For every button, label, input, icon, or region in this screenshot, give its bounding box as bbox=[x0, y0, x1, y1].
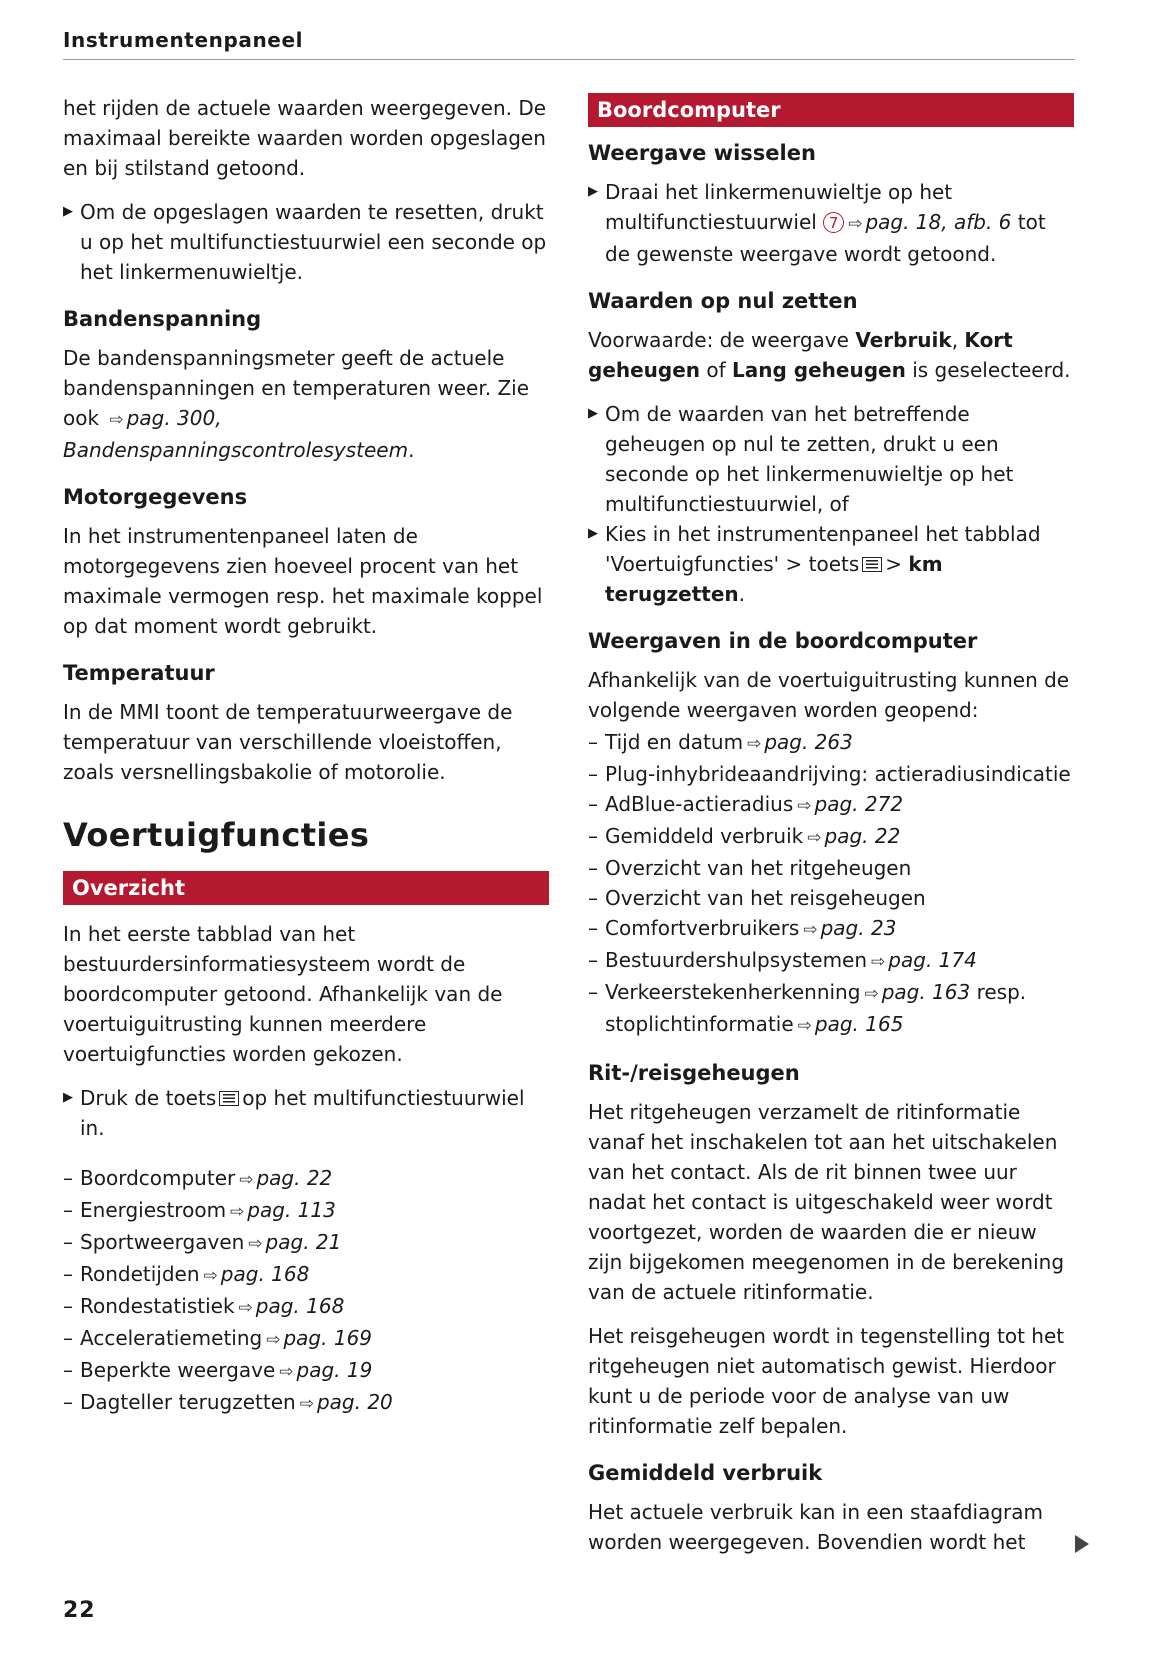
page-reference-link[interactable]: pag. 18, afb. 6 bbox=[865, 210, 1012, 234]
weergave-step: ▶ Draai het linkermenuwieltje op het multifunctiestuurwiel 7 ⇨ pag. 18, afb. 6 tot de gewenste weergave wordt getoond. bbox=[588, 177, 1074, 269]
menu-list-icon bbox=[862, 557, 882, 572]
dash-bullet: – bbox=[588, 980, 598, 1004]
arrow-right-icon: ⇨ bbox=[266, 1330, 281, 1350]
list-item-label: Acceleratiemeting bbox=[80, 1326, 263, 1350]
arrow-right-icon: ⇨ bbox=[848, 214, 863, 234]
arrow-right-icon: ⇨ bbox=[203, 1266, 218, 1286]
dash-bullet: – bbox=[63, 1166, 73, 1190]
running-header: Instrumentenpaneel bbox=[63, 28, 1075, 60]
dash-bullet: – bbox=[588, 762, 598, 786]
voorwaarde-paragraph: Voorwaarde: de weergave Verbruik, Kort geheugen of Lang geheugen is geselecteerd. bbox=[588, 328, 1071, 382]
overzicht-paragraph: In het eerste tabblad van het bestuurdersinformatiesysteem wordt de boordcomputer getoond. Afhankelijk van de voertuiguitrusting kunnen meerdere voertuigfuncties worden gekozen. bbox=[63, 922, 503, 1066]
dash-bullet: – bbox=[588, 824, 598, 848]
page-reference-link[interactable]: pag. 22 bbox=[824, 824, 901, 848]
triangle-right-icon bbox=[1075, 1535, 1089, 1553]
list-item bbox=[588, 883, 1074, 913]
temperatuur-paragraph: In de MMI toont de temperatuurweergave de temperatuur van verschillende vloeistoffen, zoals versnellingsbakolie of motorolie. bbox=[63, 700, 513, 784]
arrow-right-icon: ⇨ bbox=[864, 984, 879, 1004]
heading-weergave-wisselen: Weergave wisselen bbox=[588, 141, 816, 165]
list-item bbox=[63, 1227, 549, 1259]
arrow-right-icon: ⇨ bbox=[871, 952, 886, 972]
list-item bbox=[63, 1163, 549, 1195]
intro-paragraph: het rijden de actuele waarden weergegeven. De maximaal bereikte waarden worden opgeslagen en bij stilstand getoond. bbox=[63, 96, 547, 180]
page-reference-link[interactable]: pag. 272 bbox=[814, 792, 904, 816]
list-item-label: Sportweergaven bbox=[80, 1230, 245, 1254]
list-item-label: Tijd en datum bbox=[605, 730, 744, 754]
heading-motorgegevens: Motorgegevens bbox=[63, 485, 248, 509]
page-reference-link[interactable]: pag. 263 bbox=[764, 730, 853, 754]
list-item-label: Dagteller terugzetten bbox=[80, 1390, 296, 1414]
arrow-right-icon: ⇨ bbox=[248, 1234, 263, 1254]
dash-bullet: – bbox=[588, 792, 598, 816]
list-item-label: Beperkte weergave bbox=[80, 1358, 276, 1382]
heading-weergaven-boordcomputer: Weergaven in de boordcomputer bbox=[588, 629, 978, 653]
druk-step: ▶ Druk de toets op het multifunctiestuurwiel in. bbox=[63, 1083, 549, 1143]
step-triangle-icon: ▶ bbox=[63, 204, 73, 219]
page-reference-link[interactable]: pag. 163 bbox=[881, 980, 971, 1004]
page-reference-link[interactable]: pag. 168 bbox=[220, 1262, 310, 1286]
dash-bullet: – bbox=[63, 1358, 73, 1382]
reset-step: ▶ Om de opgeslagen waarden te resetten, drukt u op het multifunctiestuurwiel een seconde op het linkermenuwieltje. bbox=[63, 197, 549, 287]
section-title: Voertuigfuncties bbox=[63, 816, 370, 854]
motorgegevens-paragraph: In het instrumentenpaneel laten de motorgegevens zien hoeveel procent van het maximale vermogen resp. het maximale koppel op dat moment wordt gebruikt. bbox=[63, 524, 543, 638]
list-item bbox=[63, 1195, 549, 1227]
bandenspanning-paragraph: De bandenspanningsmeter geeft de actuele bandenspanningen en temperaturen weer. Zie ook ⇨ pag. 300, Bandenspanningscontrolesysteem. bbox=[63, 346, 530, 462]
functions-list bbox=[63, 1163, 549, 1419]
page-reference-link[interactable]: pag. 113 bbox=[247, 1198, 336, 1222]
list-item bbox=[63, 1323, 549, 1355]
list-item bbox=[588, 821, 1074, 853]
arrow-right-icon: ⇨ bbox=[279, 1362, 294, 1382]
arrow-right-icon: ⇨ bbox=[807, 828, 822, 848]
list-item-label: Rondetijden bbox=[80, 1262, 200, 1286]
list-item-label: Bestuurdershulpsystemen bbox=[605, 948, 868, 972]
list-item bbox=[588, 945, 1074, 977]
list-item-label: Verkeerstekenherkenning bbox=[605, 980, 861, 1004]
dash-bullet: – bbox=[63, 1262, 73, 1286]
dash-bullet: – bbox=[63, 1326, 73, 1350]
weergaven-list bbox=[588, 727, 1074, 1041]
page-reference-link[interactable]: pag. 21 bbox=[265, 1230, 342, 1254]
list-item bbox=[588, 789, 1074, 821]
arrow-right-icon: ⇨ bbox=[803, 920, 818, 940]
list-item-label: Energiestroom bbox=[80, 1198, 227, 1222]
dash-bullet: – bbox=[63, 1390, 73, 1414]
page-reference-link[interactable]: pag. 20 bbox=[316, 1390, 393, 1414]
list-item-label: Overzicht van het ritgeheugen bbox=[605, 856, 912, 880]
step-triangle-icon: ▶ bbox=[588, 406, 598, 421]
heading-waarden-op-nul: Waarden op nul zetten bbox=[588, 289, 858, 313]
step-triangle-icon: ▶ bbox=[588, 526, 598, 541]
heading-temperatuur: Temperatuur bbox=[63, 661, 215, 685]
dash-bullet: – bbox=[63, 1294, 73, 1318]
heading-rit-reisgeheugen: Rit-/reisgeheugen bbox=[588, 1061, 800, 1085]
list-item-label: Rondestatistiek bbox=[80, 1294, 235, 1318]
list-item bbox=[63, 1355, 549, 1387]
list-item-tail: resp. stoplichtinformatie bbox=[605, 980, 1027, 1036]
right-column bbox=[588, 93, 1074, 1571]
dash-bullet: – bbox=[588, 856, 598, 880]
nul-step-1: ▶ Om de waarden van het betreffende geheugen op nul te zetten, drukt u een seconde op het linkermenuwieltje op het multifunctiestuurwiel, of bbox=[588, 399, 1074, 519]
arrow-right-icon: ⇨ bbox=[797, 1016, 812, 1036]
dash-bullet: – bbox=[63, 1198, 73, 1222]
list-item bbox=[588, 727, 1074, 759]
overzicht-bar: Overzicht bbox=[63, 871, 549, 905]
list-item bbox=[588, 913, 1074, 945]
dash-bullet: – bbox=[588, 916, 598, 940]
list-item bbox=[63, 1291, 549, 1323]
page-reference-link[interactable]: pag. 165 bbox=[814, 1012, 904, 1036]
list-item-label: Boordcomputer bbox=[80, 1166, 236, 1190]
list-item bbox=[588, 977, 1074, 1041]
weergaven-paragraph: Afhankelijk van de voertuiguitrusting kunnen de volgende weergaven worden geopend: bbox=[588, 668, 1070, 722]
boordcomputer-bar: Boordcomputer bbox=[588, 93, 1074, 127]
page-reference-link[interactable]: pag. 169 bbox=[283, 1326, 373, 1350]
page-reference-link[interactable]: pag. 19 bbox=[296, 1358, 373, 1382]
page-reference-link[interactable]: pag. 174 bbox=[888, 948, 977, 972]
rit-paragraph-1: Het ritgeheugen verzamelt de ritinformatie vanaf het inschakelen tot aan het uitschakelen van het contact. Als de rit binnen twee uur nadat het contact is uitgeschakeld weer wordt voortgezet, worden de waarden die er nieuw zijn bijgekomen meegenomen in de berekening van de actuele ritinformatie. bbox=[588, 1100, 1065, 1304]
page-reference-link[interactable]: pag. 168 bbox=[255, 1294, 345, 1318]
arrow-right-icon: ⇨ bbox=[238, 1298, 253, 1318]
dash-bullet: – bbox=[588, 886, 598, 910]
page-reference-link[interactable]: pag. 22 bbox=[256, 1166, 333, 1190]
step-triangle-icon: ▶ bbox=[588, 184, 598, 199]
list-item-label: Plug-inhybrideaandrijving: actieradiusindicatie bbox=[605, 762, 1071, 786]
list-item bbox=[63, 1387, 549, 1419]
list-item-label: Comfortverbruikers bbox=[605, 916, 800, 940]
dash-bullet: – bbox=[63, 1230, 73, 1254]
callout-number-icon: 7 bbox=[823, 212, 844, 233]
arrow-right-icon: ⇨ bbox=[797, 796, 812, 816]
arrow-right-icon: ⇨ bbox=[239, 1170, 254, 1190]
dash-bullet: – bbox=[588, 948, 598, 972]
rit-paragraph-2: Het reisgeheugen wordt in tegenstelling tot het ritgeheugen niet automatisch gewist. Hierdoor kunt u de periode voor de analyse van uw ritinformatie zelf bepalen. bbox=[588, 1324, 1065, 1438]
heading-bandenspanning: Bandenspanning bbox=[63, 307, 262, 331]
list-item bbox=[588, 853, 1074, 883]
page-number: 22 bbox=[63, 1598, 96, 1623]
menu-list-icon bbox=[219, 1091, 239, 1106]
list-item-label: Gemiddeld verbruik bbox=[605, 824, 804, 848]
arrow-right-icon: ⇨ bbox=[230, 1202, 245, 1222]
list-item bbox=[63, 1259, 549, 1291]
dash-bullet: – bbox=[588, 730, 598, 754]
page-reference-link[interactable]: pag. 23 bbox=[820, 916, 897, 940]
page-reference-link[interactable]: pag. 300, Bandenspanningscontrolesysteem bbox=[63, 406, 409, 462]
arrow-right-icon: ⇨ bbox=[109, 410, 124, 430]
gemiddeld-paragraph: Het actuele verbruik kan in een staafdiagram worden weergegeven. Bovendien wordt het bbox=[588, 1500, 1044, 1554]
nul-step-2: ▶ Kies in het instrumentenpaneel het tabblad 'Voertuigfuncties' > toets > km terugzetten. bbox=[588, 519, 1074, 609]
list-item bbox=[588, 759, 1074, 789]
list-item-label: AdBlue-actieradius bbox=[605, 792, 794, 816]
arrow-right-icon: ⇨ bbox=[747, 734, 762, 754]
heading-gemiddeld-verbruik: Gemiddeld verbruik bbox=[588, 1461, 823, 1485]
arrow-right-icon: ⇨ bbox=[299, 1394, 314, 1414]
step-triangle-icon: ▶ bbox=[63, 1090, 73, 1105]
left-column bbox=[63, 93, 549, 1433]
list-item-label: Overzicht van het reisgeheugen bbox=[605, 886, 926, 910]
